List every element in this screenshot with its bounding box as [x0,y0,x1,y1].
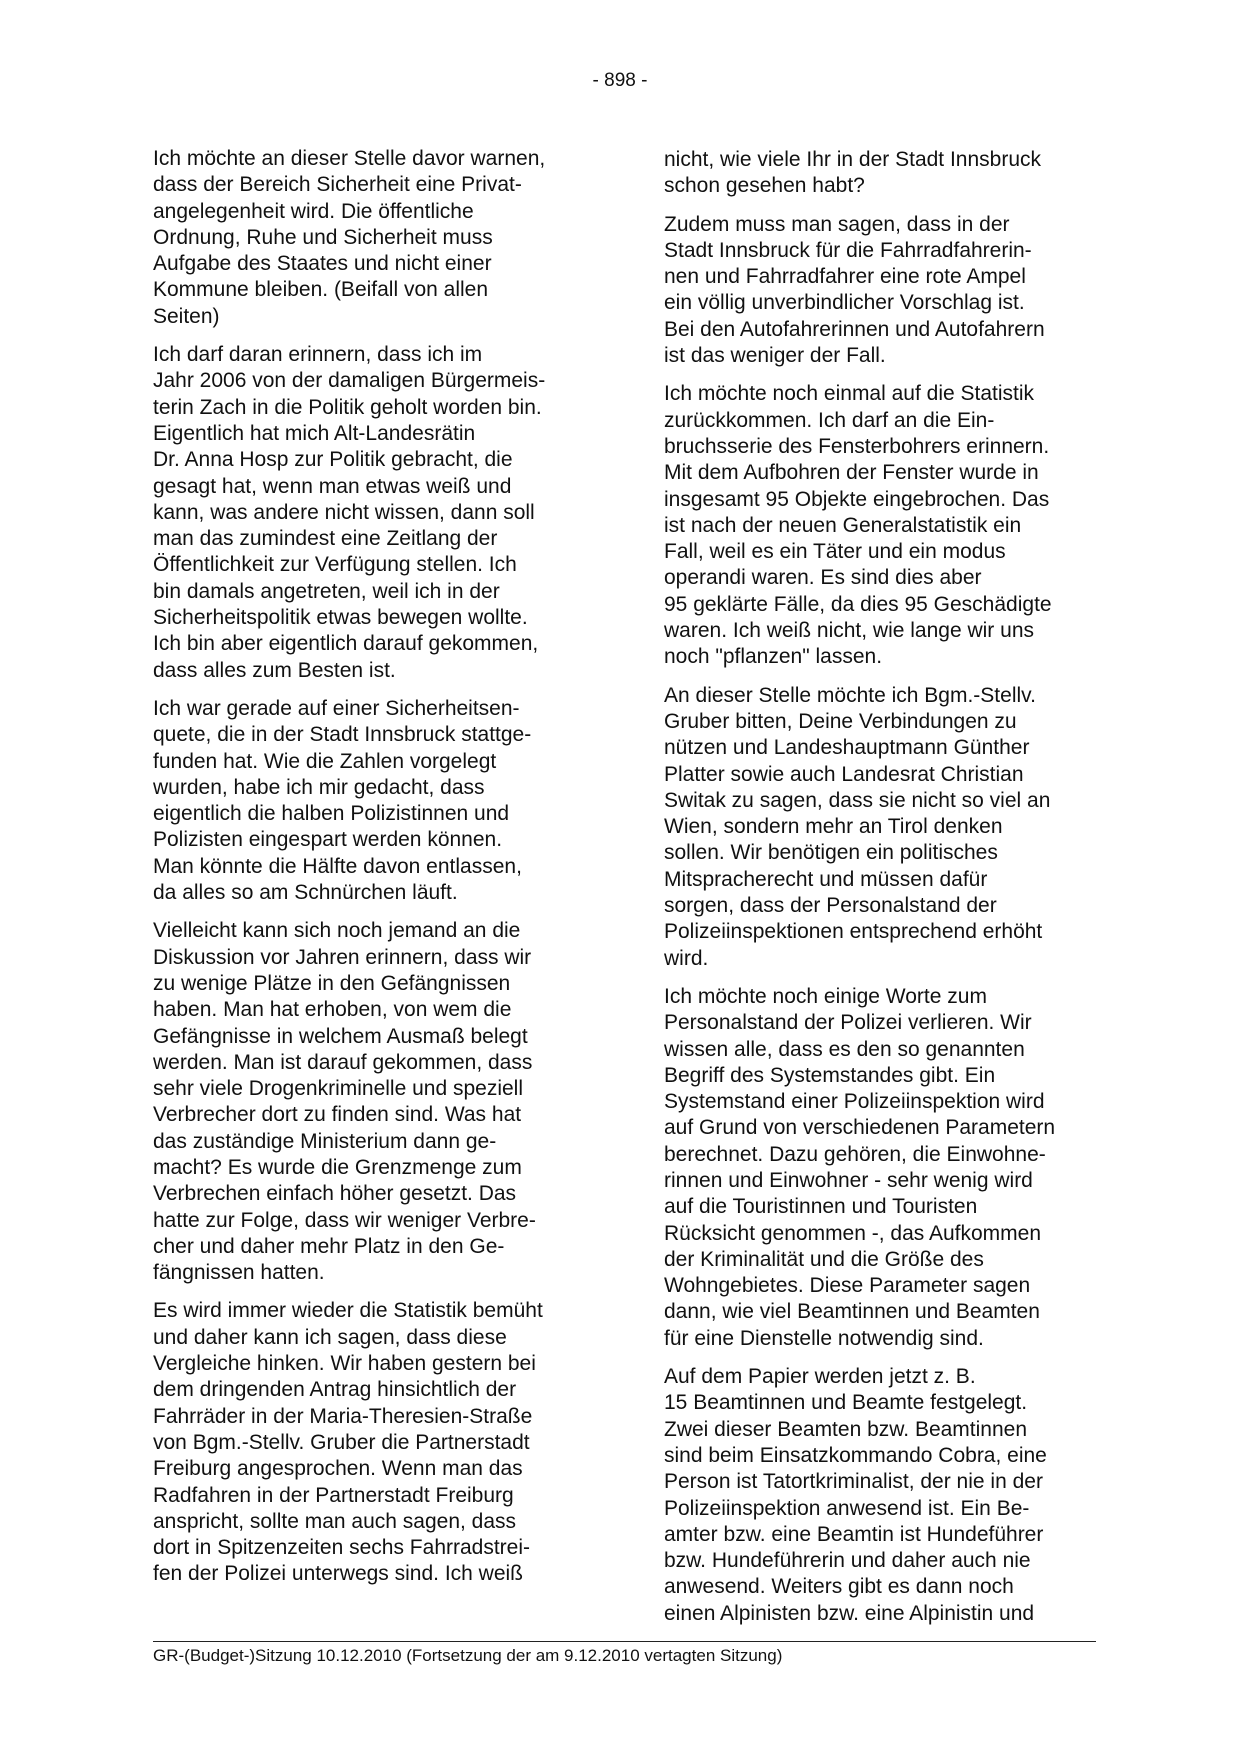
text-line: Dr. Anna Hosp zur Politik gebracht, die [153,448,513,472]
text-line: nicht, wie viele Ihr in der Stadt Innsbruck [664,148,1042,171]
text-line: Switak zu sagen, dass sie nicht so viel an [664,788,1051,812]
text-line: der Kriminalität und die Größe des [664,1247,984,1271]
text-line: anspricht, sollte man auch sagen, dass [153,1509,517,1533]
paragraph [153,146,603,330]
text-line: Fall, weil es ein Täter und ein modus [664,540,1006,564]
text-line: Ich bin aber eigentlich darauf gekommen, [153,632,539,656]
text-line: sorgen, dass der Personalstand der [664,894,997,918]
text-line: Radfahren in der Partnerstadt Freiburg [153,1483,514,1507]
text-line: cher und daher mehr Platz in den Ge- [153,1234,505,1258]
paragraph [153,696,603,906]
text-line: macht? Es wurde die Grenzmenge zum [153,1155,522,1179]
paragraph [664,381,1114,670]
text-line: Eigentlich hat mich Alt-Landesrätin [153,421,476,445]
text-line: Öffentlichkeit zur Verfügung stellen. Ich [153,553,517,577]
paragraph [664,212,1114,370]
text-line: Platter sowie auch Landesrat Christian [664,762,1024,786]
text-line: zurückkommen. Ich darf an die Ein- [664,408,995,432]
text-line: Ich war gerade auf einer Sicherheitsen- [153,696,520,720]
paragraph [153,918,603,1286]
text-line: Polizisten eingespart werden können. [153,828,503,852]
text-line: eigentlich die halben Polizistinnen und [153,802,510,826]
text-line: Ich möchte an dieser Stelle davor warnen, [153,147,546,170]
text-line: Es wird immer wieder die Statistik bemüht [153,1299,543,1323]
text-line: sollen. Wir benötigen ein politisches [664,841,998,865]
text-line: dass der Bereich Sicherheit eine Privat- [153,173,522,197]
text-line: dass alles zum Besten ist. [153,658,396,682]
text-line: Jahr 2006 von der damaligen Bürgermeis- [153,369,546,393]
text-line: Person ist Tatortkriminalist, der nie in der [664,1470,1043,1494]
text-line: noch "pflanzen" lassen. [664,645,883,669]
text-line: amter bzw. eine Beamtin ist Hundeführer [664,1522,1044,1546]
text-line: Begriff des Systemstandes gibt. Ein [664,1063,996,1087]
text-line: kann, was andere nicht wissen, dann soll [153,500,535,524]
text-line: nen und Fahrradfahrer eine rote Ampel [664,265,1026,289]
text-line: wurden, habe ich mir gedacht, dass [153,775,485,799]
text-line: auf die Touristinnen und Touristen [664,1195,978,1219]
text-line: berechnet. Dazu gehören, die Einwohne- [664,1142,1046,1166]
text-line: Sicherheitspolitik etwas bewegen wollte. [153,606,528,630]
text-line: Seiten) [153,304,220,328]
text-line: bin damals angetreten, weil ich in der [153,579,500,603]
text-line: Zudem muss man sagen, dass in der [664,212,1010,236]
text-line: anwesend. Weiters gibt es dann noch [664,1575,1014,1599]
text-line: Ich darf daran erinnern, dass ich im [153,343,483,367]
text-line: wissen alle, dass es den so genannten [664,1037,1025,1061]
text-line: Ordnung, Ruhe und Sicherheit muss [153,225,493,249]
text-line: Auf dem Papier werden jetzt z. B. [664,1365,976,1389]
paragraph [664,1364,1114,1627]
text-line: operandi waren. Es sind dies aber [664,566,982,590]
text-line: terin Zach in die Politik geholt worden bin. [153,395,542,419]
text-line: und daher kann ich sagen, dass diese [153,1325,507,1349]
text-line: Kommune bleiben. (Beifall von allen [153,278,489,302]
text-line: dem dringenden Antrag hinsichtlich der [153,1378,517,1402]
text-line: Rücksicht genommen -, das Aufkommen [664,1221,1041,1245]
text-line: Verbrecher dort zu finden sind. Was hat [153,1103,522,1127]
text-line: von Bgm.-Stellv. Gruber die Partnerstadt [153,1430,530,1454]
text-line: Mitspracherecht und müssen dafür [664,867,988,891]
text-line: Polizeiinspektionen entsprechend erhöht [664,920,1043,944]
footer-session-info: GR-(Budget-)Sitzung 10.12.2010 (Fortsetzung der am 9.12.2010 vertagten Sitzung) [153,1646,783,1665]
text-line: sehr viele Drogenkriminelle und speziell [153,1077,524,1101]
text-line: dort in Spitzenzeiten sechs Fahrradstrei- [153,1536,531,1560]
text-line: für eine Dienstelle notwendig sind. [664,1326,984,1350]
text-line: Gefängnisse in welchem Ausmaß belegt [153,1024,528,1048]
text-line: ein völlig unverbindlicher Vorschlag ist. [664,291,1025,315]
text-line: Diskussion vor Jahren erinnern, dass wir [153,945,532,969]
text-line: Systemstand einer Polizeiinspektion wird [664,1090,1045,1114]
text-line: quete, die in der Stadt Innsbruck stattge- [153,723,532,747]
left-column [153,146,603,1600]
paragraph [664,147,1114,200]
text-line: Wohngebietes. Diese Parameter sagen [664,1274,1031,1298]
text-line: fen der Polizei unterwegs sind. Ich weiß [153,1562,524,1586]
text-line: auf Grund von verschiedenen Parametern [664,1116,1056,1140]
paragraph [664,984,1114,1352]
text-line: Stadt Innsbruck für die Fahrradfahrerin- [664,238,1032,262]
text-line: sind beim Einsatzkommando Cobra, eine [664,1443,1047,1467]
text-line: Verbrechen einfach höher gesetzt. Das [153,1182,517,1206]
text-line: Bei den Autofahrerinnen und Autofahrern [664,317,1045,341]
text-line: hatte zur Folge, dass wir weniger Verbre- [153,1208,536,1232]
text-line: Fahrräder in der Maria-Theresien-Straße [153,1404,533,1428]
text-line: 15 Beamtinnen und Beamte festgelegt. [664,1391,1028,1415]
text-line: ist das weniger der Fall. [664,344,886,368]
text-line: Freiburg angesprochen. Wenn man das [153,1457,523,1481]
text-line: Personalstand der Polizei verlieren. Wir [664,1011,1032,1035]
text-line: bzw. Hundeführerin und daher auch nie [664,1549,1031,1573]
text-line: haben. Man hat erhoben, von wem die [153,998,512,1022]
text-line: Wien, sondern mehr an Tirol denken [664,815,1003,839]
text-line: Gruber bitten, Deine Verbindungen zu [664,709,1017,733]
text-line: angelegenheit wird. Die öffentliche [153,199,474,223]
text-line: 95 geklärte Fälle, da dies 95 Geschädigte [664,592,1052,616]
text-line: insgesamt 95 Objekte eingebrochen. Das [664,487,1050,511]
page-number: - 898 - [592,70,648,91]
text-line: einen Alpinisten bzw. eine Alpinistin und [664,1601,1035,1625]
text-line: Zwei dieser Beamten bzw. Beamtinnen [664,1417,1028,1441]
text-line: Vielleicht kann sich noch jemand an die [153,919,521,943]
text-line: werden. Man ist darauf gekommen, dass [153,1050,533,1074]
footer-divider [153,1641,1096,1642]
text-line: das zuständige Ministerium dann ge- [153,1129,497,1153]
text-line: Aufgabe des Staates und nicht einer [153,252,492,276]
text-line: da alles so am Schnürchen läuft. [153,881,458,905]
text-line: Polizeiinspektion anwesend ist. Ein Be- [664,1496,1030,1520]
text-line: Ich möchte noch einige Worte zum [664,984,987,1008]
text-line: nützen und Landeshauptmann Günther [664,736,1030,760]
text-line: man das zumindest eine Zeitlang der [153,527,498,551]
text-line: wird. [664,946,709,970]
text-line: Man könnte die Hälfte davon entlassen, [153,854,522,878]
text-line: gesagt hat, wenn man etwas weiß und [153,474,512,498]
text-line: fängnissen hatten. [153,1261,325,1285]
text-line: Mit dem Aufbohren der Fenster wurde in [664,461,1039,485]
text-line: An dieser Stelle möchte ich Bgm.-Stellv. [664,683,1036,707]
paragraph [664,683,1114,972]
text-line: bruchsserie des Fensterbohrers erinnern. [664,434,1050,458]
paragraph [153,342,603,684]
text-line: rinnen und Einwohner - sehr wenig wird [664,1168,1033,1192]
text-line: ist nach der neuen Generalstatistik ein [664,513,1022,537]
right-column [664,147,1114,1639]
paragraph [153,1298,603,1587]
text-line: funden hat. Wie die Zahlen vorgelegt [153,749,497,773]
text-line: zu wenige Plätze in den Gefängnissen [153,971,511,995]
text-line: waren. Ich weiß nicht, wie lange wir uns [664,619,1034,643]
text-line: Ich möchte noch einmal auf die Statistik [664,382,1035,406]
text-line: Vergleiche hinken. Wir haben gestern bei [153,1352,536,1376]
text-line: schon gesehen habt? [664,174,865,198]
text-line: dann, wie viel Beamtinnen und Beamten [664,1300,1040,1324]
